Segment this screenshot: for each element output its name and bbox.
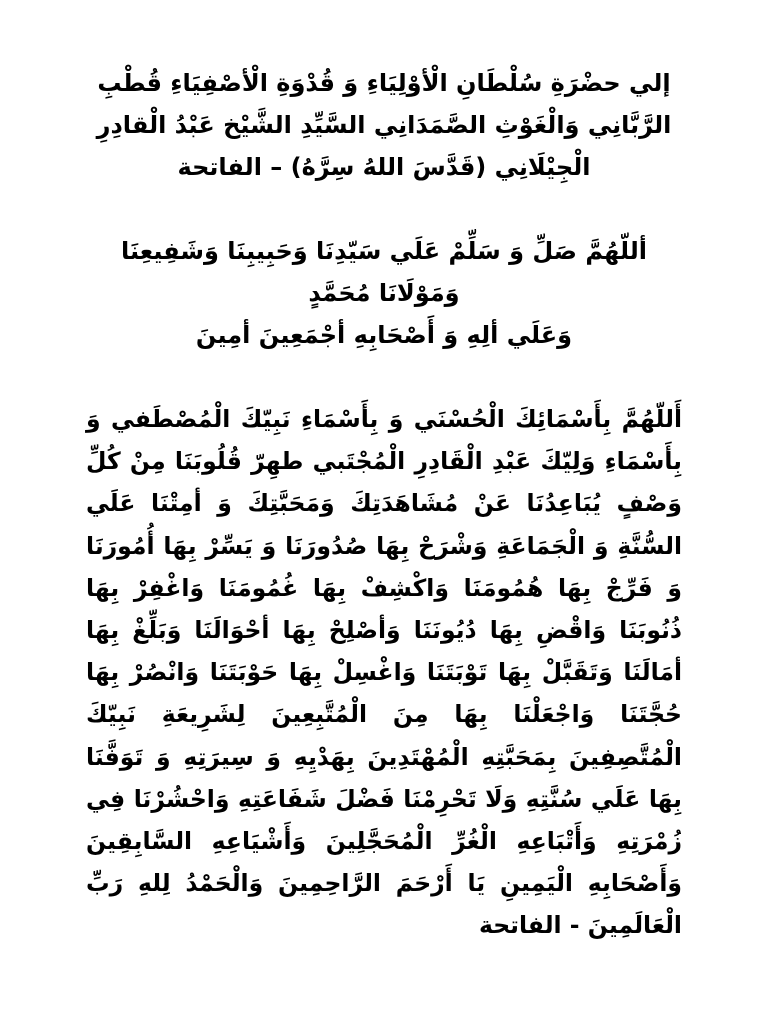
salawat-line-1: أللّهُمَّ صَلِّ وَ سَلِّمْ عَلَي سَيّدِنَا وَحَبِيبِنَا وَشَفِيعِنَا وَمَوْلَانَا مُحَمَّدٍ bbox=[120, 237, 648, 307]
dedication-paragraph: إلي حضْرَةِ سُلْطَانِ الْأوْلِيَاءِ وَ قُدْوَةِ الْأصْفِيَاءِ قُطْبِ الرَّبَّانِي وَالْغَوْثِ الصَّمَدَانِي السَّيِّدِ الشَّيْخ عَبْدُ الْقادِرِ الْجِيْلَانِي (قَدَّسَ اللهُ سِرَّهُ) – الفاتحة bbox=[96, 69, 672, 181]
dua-paragraph: أَللّهُمَّ بِأَسْمَائِكَ الْحُسْنَي وَ بِأَسْمَاءِ نَبِيّكَ الْمُصْطَفي وَ بِأَسْمَاءِ وَلِيّكَ عَبْدِ الْقَادِرِ الْمُجْتَبي طهِرّ قُلُوبَنَا مِنْ كُلِّ وَصْفٍ يُبَاعِدُنَا عَنْ مُشَاهَدَتِكَ وَمَحَبَّتِكَ وَ أمِتْنَا عَلَي السُّنَّةِ وَ الْجَمَاعَةِ وَشْرَحْ بِهَا صُدُورَنَا وَ يَسِّرْ بِهَا أُمُورَنَا وَ فَرِّجْ بِهَا هُمُومَنَا وَاكْشِفْ بِهَا غُمُومَنَا وَاغْفِرْ بِهَا ذُنُوبَنَا وَاقْضِ بِهَا دُيُونَنَا وَأصْلِحْ بِهَا أحْوَالَنَا وَبَلِّغْ بِهَا أمَالَنَا وَتَقَبَّلْ بِهَا تَوْبَتَنَا وَاغْسِلْ بِهَا حَوْبَتَنَا وَانْصُرْ بِهَا حُجَّتَنَا وَاجْعَلْنَا بِهَا مِنَ الْمُتَّبِعِينَ لِشَرِيعَةِ نَبِيّكَ الْمُتَّصِفِينَ بِمَحَبَّتِهِ الْمُهْتَدِينَ بِهَدْيِهِ وَ سِيرَتِهِ وَ تَوَفَّنَا بِهَا عَلَي سُنَّتِهِ وَلَا تَحْرِمْنَا فَضْلَ شَفَاعَتِهِ وَاحْشُرْنَا فِي زُمْرَتِهِ وَأَتْبَاعِهِ الْغُرِّ الْمُحَجَّلِينَ وَأَشْيَاعِهِ السَّابِقِينَ وَأَصْحَابِهِ الْيَمِينِ يَا أَرْحَمَ الرَّاحِمِينَ وَالْحَمْدُ لِلهِ رَبِّ الْعَالَمِينَ - الفاتحة bbox=[86, 405, 682, 940]
salawat-line-2: وَعَلَي ألِهِ وَ أَصْحَابِهِ أجْمَعِينَ أمِينَ bbox=[195, 321, 573, 349]
